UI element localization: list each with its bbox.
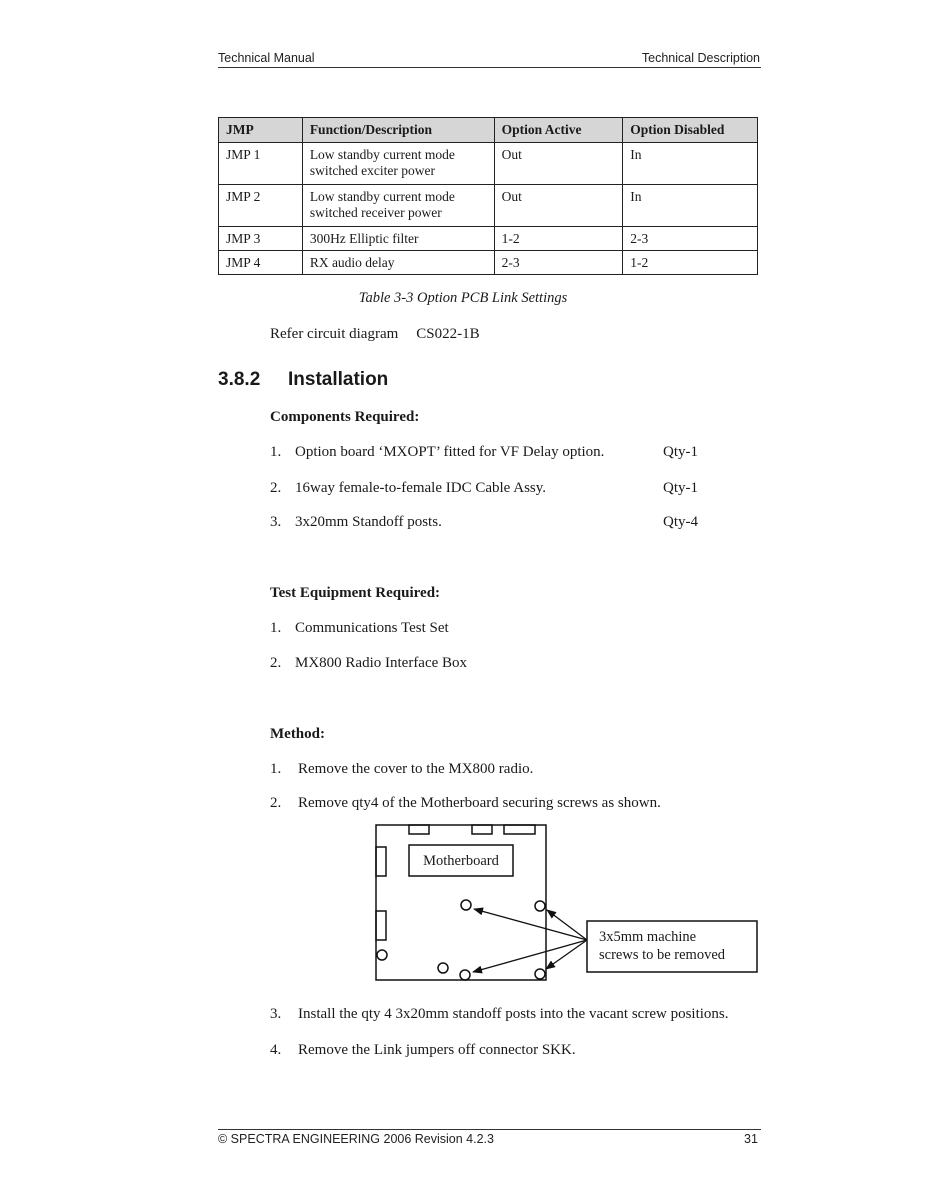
components-heading: Components Required: bbox=[270, 409, 420, 425]
connector-top-3 bbox=[504, 825, 535, 834]
item-text: Remove the cover to the MX800 radio. bbox=[298, 761, 534, 777]
section-number: 3.8.2 bbox=[218, 369, 261, 390]
item-number: 2. bbox=[270, 795, 282, 811]
cell-function: 300Hz Elliptic filter bbox=[302, 227, 494, 251]
item-number: 4. bbox=[270, 1042, 282, 1058]
cell-active: 2-3 bbox=[494, 251, 623, 275]
item-text: Communications Test Set bbox=[295, 620, 449, 636]
screw-hole bbox=[535, 901, 545, 911]
cell-function: RX audio delay bbox=[302, 251, 494, 275]
item-text: Option board ‘MXOPT’ fitted for VF Delay option. bbox=[295, 444, 605, 460]
item-qty: Qty-4 bbox=[663, 514, 698, 530]
item-number: 3. bbox=[270, 1006, 282, 1022]
item-number: 1. bbox=[270, 620, 282, 636]
cell-jmp: JMP 4 bbox=[219, 251, 303, 275]
item-qty: Qty-1 bbox=[663, 480, 698, 496]
connector-top-1 bbox=[409, 825, 429, 834]
refer-text: Refer circuit diagram bbox=[270, 326, 399, 342]
footer-copyright: © SPECTRA ENGINEERING 2006 Revision 4.2.3 bbox=[218, 1132, 494, 1146]
arrow-to-screw bbox=[473, 940, 587, 972]
cell-disabled: 1-2 bbox=[623, 251, 758, 275]
item-number: 3. bbox=[270, 514, 282, 530]
item-text: 16way female-to-female IDC Cable Assy. bbox=[295, 480, 547, 496]
motherboard-label: Motherboard bbox=[423, 853, 499, 869]
arrow-to-screw bbox=[547, 910, 587, 940]
connector-left-2 bbox=[376, 911, 386, 940]
item-text: Remove qty4 of the Motherboard securing screws as shown. bbox=[298, 795, 661, 811]
screw-hole bbox=[535, 969, 545, 979]
cell-jmp: JMP 1 bbox=[219, 143, 303, 185]
connector-left-1 bbox=[376, 847, 386, 876]
cell-disabled: 2-3 bbox=[623, 227, 758, 251]
table-caption: Table 3-3 Option PCB Link Settings bbox=[358, 290, 568, 306]
header-right: Technical Description bbox=[641, 51, 760, 65]
arrow-to-screw bbox=[474, 909, 587, 940]
screw-hole bbox=[461, 900, 471, 910]
cell-function: Low standby current mode switched exciter power bbox=[302, 143, 494, 185]
item-text: MX800 Radio Interface Box bbox=[295, 655, 468, 671]
section-title: Installation bbox=[288, 369, 389, 390]
cell-disabled: In bbox=[623, 143, 758, 185]
item-number: 1. bbox=[270, 761, 282, 777]
cell-function: Low standby current mode switched receiver power bbox=[302, 185, 494, 227]
col-header-function: Function/Description bbox=[302, 118, 494, 143]
circuit-code: CS022-1B bbox=[416, 326, 480, 342]
col-header-jmp: JMP bbox=[219, 118, 303, 143]
cell-active: 1-2 bbox=[494, 227, 623, 251]
test-equipment-heading: Test Equipment Required: bbox=[270, 585, 441, 601]
col-header-disabled: Option Disabled bbox=[623, 118, 758, 143]
screw-hole bbox=[460, 970, 470, 980]
list-item bbox=[270, 1006, 760, 1023]
item-qty: Qty-1 bbox=[663, 444, 698, 460]
arrow-to-screw bbox=[546, 940, 587, 969]
screw-hole bbox=[377, 950, 387, 960]
callout-line-1: 3x5mm machine bbox=[599, 929, 697, 945]
connector-top-2 bbox=[472, 825, 492, 834]
item-text: Install the qty 4 3x20mm standoff posts into the vacant screw positions. bbox=[298, 1006, 729, 1022]
screw-hole bbox=[438, 963, 448, 973]
footer-rule bbox=[218, 1129, 761, 1130]
list-item bbox=[270, 1042, 710, 1059]
cell-disabled: In bbox=[623, 185, 758, 227]
page-number: 31 bbox=[744, 1132, 758, 1146]
cell-active: Out bbox=[494, 185, 623, 227]
item-text: Remove the Link jumpers off connector SKK. bbox=[298, 1042, 576, 1058]
item-number: 2. bbox=[270, 655, 282, 671]
item-number: 1. bbox=[270, 444, 282, 460]
cell-jmp: JMP 3 bbox=[219, 227, 303, 251]
item-text: 3x20mm Standoff posts. bbox=[295, 514, 442, 530]
header-left: Technical Manual bbox=[218, 51, 315, 65]
col-header-active: Option Active bbox=[494, 118, 623, 143]
item-number: 2. bbox=[270, 480, 282, 496]
cell-active: Out bbox=[494, 143, 623, 185]
cell-jmp: JMP 2 bbox=[219, 185, 303, 227]
callout-line-2: screws to be removed bbox=[599, 947, 726, 963]
method-heading: Method: bbox=[270, 726, 325, 742]
